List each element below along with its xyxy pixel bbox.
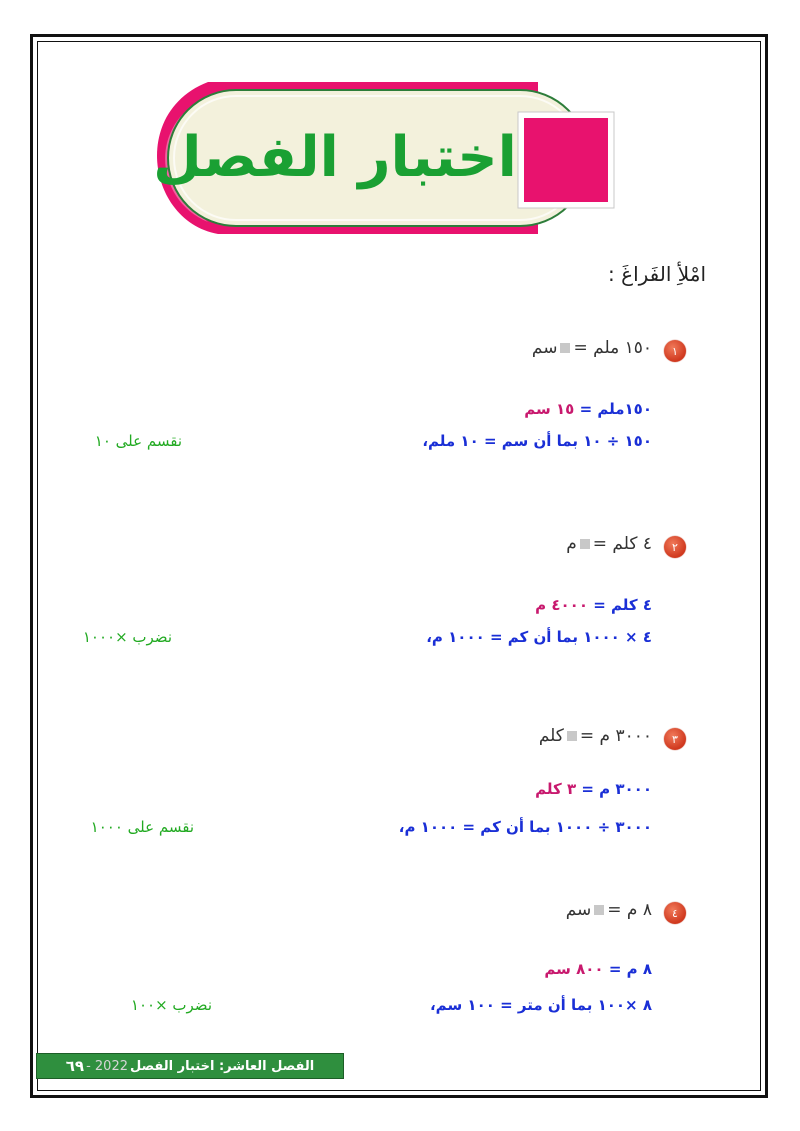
footer-chapter: الفصل العاشر: اختبار الفصل [130,1058,315,1074]
blank-box [567,731,577,741]
hint-3: نقسم على ١٠٠٠ [90,818,194,836]
work-line-3: ٣٠٠٠ ÷ ١٠٠٠ بما أن كم = ١٠٠٠ م، [398,818,652,836]
hint-2: نضرب ×١٠٠٠ [82,628,172,646]
work-line-1: ١٥٠ ÷ ١٠ بما أن سم = ١٠ ملم، [422,432,652,450]
title-wrap [150,112,520,202]
question-prompt-1: ١٥٠ ملم =سم [531,338,652,358]
question-number-1: ١ [664,340,686,362]
work-line-4: ٨ ×١٠٠ بما أن متر = ١٠٠ سم، [429,996,652,1014]
question-prompt-3: ٣٠٠٠ م =كلم [538,726,652,746]
chapter-footer [36,1053,344,1079]
question-number-3: ٣ [664,728,686,750]
page-number: ٦٩ [65,1057,85,1075]
hint-1: نقسم على ١٠ [94,432,182,450]
answer-line-2: ٤ كلم = ٤٠٠٠ م [535,596,652,614]
answer-line-4: ٨ م = ٨٠٠ سم [544,960,652,978]
footer-watermark: 2022 - [86,1058,128,1074]
question-number-2: ٢ [664,536,686,558]
answer-line-3: ٣٠٠٠ م = ٣ كلم [535,780,652,798]
instruction: امْلأِ الفَراغَ : [608,262,706,286]
question-prompt-4: ٨ م =سم [565,900,652,920]
answer-line-1: ١٥٠ملم = ١٥ سم [524,400,652,418]
blank-box [560,343,570,353]
question-prompt-2: ٤ كلم =م [566,534,652,554]
question-number-4: ٤ [664,902,686,924]
blank-box [594,905,604,915]
blank-box [580,539,590,549]
hint-4: نضرب ×١٠٠ [130,996,212,1014]
work-line-2: ٤ × ١٠٠٠ بما أن كم = ١٠٠٠ م، [426,628,652,646]
page-title: اختبار الفصل [153,124,517,190]
